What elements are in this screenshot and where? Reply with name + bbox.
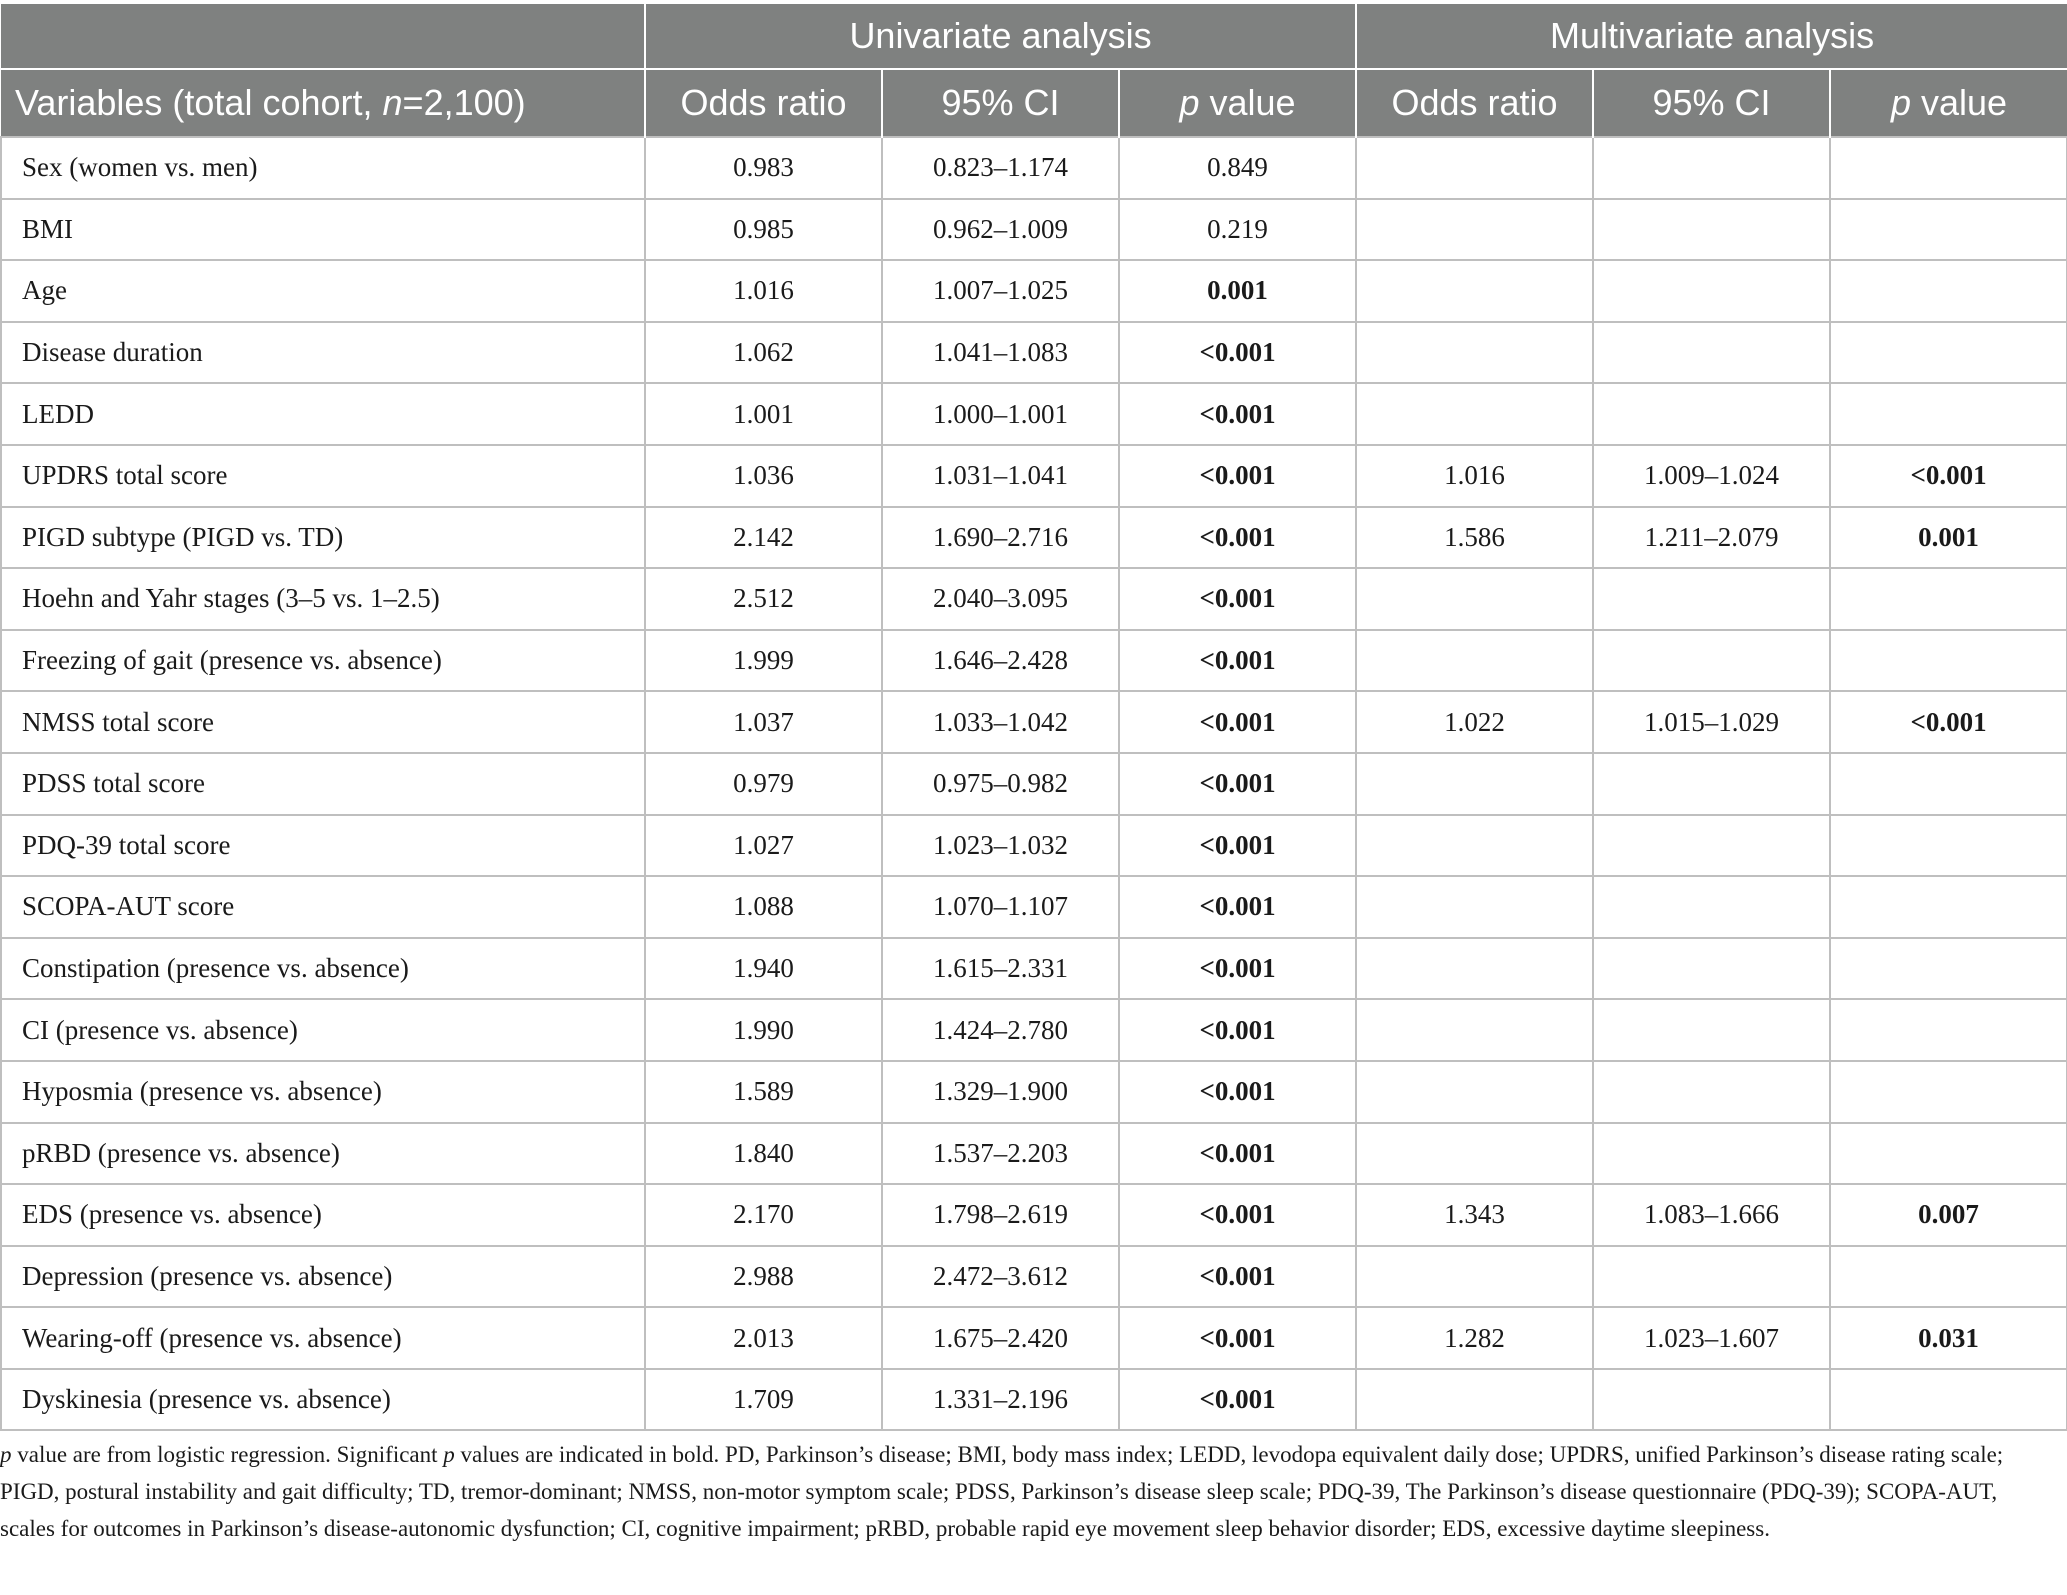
cell-univariate-p-value: <0.001 <box>1119 1246 1356 1308</box>
cell-multivariate-ci <box>1593 1369 1830 1431</box>
cell-multivariate-p-value: <0.001 <box>1830 691 2067 753</box>
cell-univariate-ci: 1.007–1.025 <box>882 260 1119 322</box>
cell-univariate-odds-ratio: 2.512 <box>645 568 882 630</box>
cell-multivariate-odds-ratio <box>1356 568 1593 630</box>
cell-multivariate-p-value <box>1830 1061 2067 1123</box>
column-header-row <box>1 69 2067 137</box>
col-header-variables <box>1 69 645 137</box>
cell-univariate-ci: 2.040–3.095 <box>882 568 1119 630</box>
cell-variable: PDQ-39 total score <box>1 815 645 877</box>
cell-variable: Dyskinesia (presence vs. absence) <box>1 1369 645 1431</box>
cell-multivariate-ci <box>1593 199 1830 261</box>
cell-univariate-p-value: <0.001 <box>1119 1184 1356 1246</box>
cell-multivariate-odds-ratio <box>1356 1246 1593 1308</box>
cell-variable: Age <box>1 260 645 322</box>
cell-multivariate-p-value <box>1830 568 2067 630</box>
variables-label-prefix: Variables (total cohort, <box>15 82 383 123</box>
cell-multivariate-p-value <box>1830 1123 2067 1185</box>
cell-univariate-ci: 0.975–0.982 <box>882 753 1119 815</box>
cell-multivariate-ci: 1.211–2.079 <box>1593 507 1830 569</box>
cell-variable: Hyposmia (presence vs. absence) <box>1 1061 645 1123</box>
cell-multivariate-p-value: 0.007 <box>1830 1184 2067 1246</box>
cell-multivariate-odds-ratio <box>1356 753 1593 815</box>
table-row <box>1 1123 2067 1185</box>
cell-multivariate-odds-ratio <box>1356 260 1593 322</box>
cell-univariate-odds-ratio: 1.999 <box>645 630 882 692</box>
cell-univariate-p-value: <0.001 <box>1119 1061 1356 1123</box>
cell-variable: PDSS total score <box>1 753 645 815</box>
col-header-multivariate-ci: 95% CI <box>1593 69 1830 137</box>
cell-univariate-p-value: <0.001 <box>1119 876 1356 938</box>
table-row <box>1 753 2067 815</box>
cell-univariate-odds-ratio: 1.840 <box>645 1123 882 1185</box>
cell-multivariate-odds-ratio <box>1356 999 1593 1061</box>
cell-univariate-odds-ratio: 1.037 <box>645 691 882 753</box>
col-header-univariate-ci: 95% CI <box>882 69 1119 137</box>
cell-univariate-odds-ratio: 0.983 <box>645 137 882 199</box>
cell-multivariate-ci <box>1593 1246 1830 1308</box>
cell-multivariate-p-value <box>1830 999 2067 1061</box>
cell-variable: Depression (presence vs. absence) <box>1 1246 645 1308</box>
cell-multivariate-ci: 1.015–1.029 <box>1593 691 1830 753</box>
table-row <box>1 1061 2067 1123</box>
cell-variable: Constipation (presence vs. absence) <box>1 938 645 1000</box>
cell-multivariate-ci <box>1593 753 1830 815</box>
cell-multivariate-ci <box>1593 1123 1830 1185</box>
cell-univariate-ci: 1.329–1.900 <box>882 1061 1119 1123</box>
cell-multivariate-ci: 1.023–1.607 <box>1593 1307 1830 1369</box>
cell-univariate-ci: 1.041–1.083 <box>882 322 1119 384</box>
cell-univariate-p-value: 0.001 <box>1119 260 1356 322</box>
cell-variable: NMSS total score <box>1 691 645 753</box>
cell-multivariate-odds-ratio <box>1356 199 1593 261</box>
cell-univariate-odds-ratio: 1.589 <box>645 1061 882 1123</box>
cell-multivariate-odds-ratio <box>1356 383 1593 445</box>
cell-multivariate-odds-ratio <box>1356 815 1593 877</box>
cell-variable: UPDRS total score <box>1 445 645 507</box>
cell-variable: CI (presence vs. absence) <box>1 999 645 1061</box>
cell-variable: pRBD (presence vs. absence) <box>1 1123 645 1185</box>
col-header-multivariate-odds-ratio: Odds ratio <box>1356 69 1593 137</box>
table-row <box>1 1307 2067 1369</box>
cell-multivariate-ci <box>1593 1061 1830 1123</box>
table-row <box>1 1184 2067 1246</box>
cell-multivariate-p-value <box>1830 1369 2067 1431</box>
cell-multivariate-p-value: 0.001 <box>1830 507 2067 569</box>
cell-multivariate-odds-ratio <box>1356 630 1593 692</box>
footnote-text: values are indicated in bold. PD, Parkinson’s disease; BMI, body mass index; LEDD, levodopa equivalent daily dose; UPDRS, unified Parkinson’s disease rating scale; PIGD, postural instability and gait difficulty; TD, tremor-dominant; NMSS, non-motor symptom scale; PDSS, Parkinson’s disease sleep scale; PDQ-39, The Parkinson’s disease questionnaire (PDQ-39); SCOPA-AUT, scales for outcomes in Parkinson’s disease-autonomic dysfunction; CI, cognitive impairment; pRBD, probable rapid eye movement sleep behavior disorder; EDS, excessive daytime sleepiness. <box>0 1442 2004 1541</box>
cell-multivariate-p-value <box>1830 383 2067 445</box>
cell-multivariate-ci: 1.083–1.666 <box>1593 1184 1830 1246</box>
cell-univariate-ci: 1.690–2.716 <box>882 507 1119 569</box>
table-row <box>1 260 2067 322</box>
table-row <box>1 507 2067 569</box>
cell-univariate-p-value: <0.001 <box>1119 938 1356 1000</box>
cell-multivariate-ci <box>1593 630 1830 692</box>
cell-univariate-ci: 1.646–2.428 <box>882 630 1119 692</box>
cell-univariate-odds-ratio: 1.088 <box>645 876 882 938</box>
table-row <box>1 568 2067 630</box>
cell-multivariate-p-value <box>1830 630 2067 692</box>
cell-univariate-odds-ratio: 2.170 <box>645 1184 882 1246</box>
cell-univariate-p-value: <0.001 <box>1119 691 1356 753</box>
cell-variable: Freezing of gait (presence vs. absence) <box>1 630 645 692</box>
table-row <box>1 999 2067 1061</box>
cell-multivariate-p-value <box>1830 1246 2067 1308</box>
cell-univariate-ci: 1.798–2.619 <box>882 1184 1119 1246</box>
cell-multivariate-odds-ratio: 1.586 <box>1356 507 1593 569</box>
cell-univariate-p-value: <0.001 <box>1119 568 1356 630</box>
table-row <box>1 630 2067 692</box>
cell-variable: Wearing-off (presence vs. absence) <box>1 1307 645 1369</box>
cell-univariate-p-value: <0.001 <box>1119 630 1356 692</box>
cell-multivariate-odds-ratio: 1.022 <box>1356 691 1593 753</box>
cell-univariate-p-value: <0.001 <box>1119 322 1356 384</box>
cell-univariate-p-value: <0.001 <box>1119 815 1356 877</box>
cell-univariate-odds-ratio: 2.013 <box>645 1307 882 1369</box>
cell-variable: LEDD <box>1 383 645 445</box>
cell-multivariate-odds-ratio <box>1356 876 1593 938</box>
cell-univariate-ci: 0.962–1.009 <box>882 199 1119 261</box>
table-row <box>1 322 2067 384</box>
cell-multivariate-ci <box>1593 999 1830 1061</box>
table-row <box>1 1369 2067 1431</box>
cell-multivariate-ci <box>1593 260 1830 322</box>
cell-univariate-p-value: <0.001 <box>1119 753 1356 815</box>
cell-univariate-ci: 1.424–2.780 <box>882 999 1119 1061</box>
cell-univariate-ci: 1.023–1.032 <box>882 815 1119 877</box>
cell-multivariate-odds-ratio: 1.282 <box>1356 1307 1593 1369</box>
cell-univariate-ci: 1.615–2.331 <box>882 938 1119 1000</box>
col-header-multivariate-p <box>1830 69 2067 137</box>
cell-univariate-p-value: <0.001 <box>1119 1123 1356 1185</box>
group-header-multivariate: Multivariate analysis <box>1356 4 2067 69</box>
cell-univariate-p-value: 0.849 <box>1119 137 1356 199</box>
cell-multivariate-odds-ratio <box>1356 1123 1593 1185</box>
cell-univariate-odds-ratio: 1.940 <box>645 938 882 1000</box>
cell-multivariate-p-value <box>1830 322 2067 384</box>
table-row <box>1 137 2067 199</box>
cell-multivariate-p-value <box>1830 753 2067 815</box>
cell-multivariate-p-value <box>1830 260 2067 322</box>
cell-univariate-p-value: 0.219 <box>1119 199 1356 261</box>
cell-multivariate-p-value: 0.031 <box>1830 1307 2067 1369</box>
cell-univariate-odds-ratio: 1.990 <box>645 999 882 1061</box>
cell-multivariate-p-value <box>1830 137 2067 199</box>
cell-multivariate-p-value <box>1830 876 2067 938</box>
cell-multivariate-p-value <box>1830 938 2067 1000</box>
variables-label-suffix: =2,100) <box>402 82 526 123</box>
cell-multivariate-ci <box>1593 938 1830 1000</box>
cell-univariate-ci: 1.675–2.420 <box>882 1307 1119 1369</box>
p-value-label: value <box>1199 82 1296 123</box>
cell-univariate-odds-ratio: 2.988 <box>645 1246 882 1308</box>
p-italic: p <box>1179 82 1200 123</box>
col-header-univariate-p <box>1119 69 1356 137</box>
regression-table <box>0 4 2067 1431</box>
cell-univariate-odds-ratio: 2.142 <box>645 507 882 569</box>
cell-multivariate-ci <box>1593 137 1830 199</box>
cell-multivariate-ci <box>1593 568 1830 630</box>
cell-multivariate-odds-ratio <box>1356 1061 1593 1123</box>
cell-multivariate-ci <box>1593 876 1830 938</box>
cell-univariate-odds-ratio: 1.027 <box>645 815 882 877</box>
cell-univariate-p-value: <0.001 <box>1119 1307 1356 1369</box>
group-header-blank <box>1 4 645 69</box>
cell-univariate-p-value: <0.001 <box>1119 383 1356 445</box>
footnote-p-italic: p <box>0 1442 12 1467</box>
cell-univariate-odds-ratio: 1.062 <box>645 322 882 384</box>
cell-univariate-ci: 1.000–1.001 <box>882 383 1119 445</box>
cell-variable: Sex (women vs. men) <box>1 137 645 199</box>
p-italic: p <box>1890 82 1911 123</box>
cell-univariate-odds-ratio: 1.001 <box>645 383 882 445</box>
cell-univariate-ci: 1.537–2.203 <box>882 1123 1119 1185</box>
cell-multivariate-ci <box>1593 815 1830 877</box>
group-header-row <box>1 4 2067 69</box>
cell-multivariate-odds-ratio <box>1356 137 1593 199</box>
cell-univariate-ci: 1.031–1.041 <box>882 445 1119 507</box>
cell-multivariate-odds-ratio <box>1356 1369 1593 1431</box>
cell-univariate-p-value: <0.001 <box>1119 999 1356 1061</box>
cell-univariate-ci: 2.472–3.612 <box>882 1246 1119 1308</box>
table-row <box>1 445 2067 507</box>
cell-variable: EDS (presence vs. absence) <box>1 1184 645 1246</box>
footnote-p-italic: p <box>443 1442 455 1467</box>
cell-univariate-p-value: <0.001 <box>1119 507 1356 569</box>
cell-multivariate-odds-ratio <box>1356 322 1593 384</box>
cell-univariate-ci: 1.070–1.107 <box>882 876 1119 938</box>
cell-univariate-odds-ratio: 1.709 <box>645 1369 882 1431</box>
table-header <box>1 4 2067 137</box>
cell-variable: Hoehn and Yahr stages (3–5 vs. 1–2.5) <box>1 568 645 630</box>
table-row <box>1 691 2067 753</box>
cell-univariate-p-value: <0.001 <box>1119 1369 1356 1431</box>
cell-multivariate-ci <box>1593 383 1830 445</box>
cell-variable: BMI <box>1 199 645 261</box>
table-row <box>1 938 2067 1000</box>
cell-univariate-ci: 0.823–1.174 <box>882 137 1119 199</box>
cell-univariate-odds-ratio: 0.979 <box>645 753 882 815</box>
cell-multivariate-p-value <box>1830 199 2067 261</box>
regression-table-container <box>0 4 2067 1431</box>
cell-variable: SCOPA-AUT score <box>1 876 645 938</box>
cell-multivariate-odds-ratio <box>1356 938 1593 1000</box>
table-row <box>1 199 2067 261</box>
col-header-univariate-odds-ratio: Odds ratio <box>645 69 882 137</box>
table-row <box>1 876 2067 938</box>
cell-multivariate-ci <box>1593 322 1830 384</box>
cell-multivariate-p-value: <0.001 <box>1830 445 2067 507</box>
cell-variable: PIGD subtype (PIGD vs. TD) <box>1 507 645 569</box>
cell-univariate-ci: 1.033–1.042 <box>882 691 1119 753</box>
cell-univariate-odds-ratio: 1.016 <box>645 260 882 322</box>
cell-variable: Disease duration <box>1 322 645 384</box>
cell-multivariate-p-value <box>1830 815 2067 877</box>
cell-multivariate-ci: 1.009–1.024 <box>1593 445 1830 507</box>
cell-univariate-ci: 1.331–2.196 <box>882 1369 1119 1431</box>
cell-univariate-p-value: <0.001 <box>1119 445 1356 507</box>
variables-label-n: n <box>382 82 403 123</box>
table-row <box>1 1246 2067 1308</box>
cell-univariate-odds-ratio: 1.036 <box>645 445 882 507</box>
p-value-label: value <box>1910 82 2008 123</box>
footnote-text: value are from logistic regression. Significant <box>11 1442 444 1467</box>
cell-multivariate-odds-ratio: 1.016 <box>1356 445 1593 507</box>
cell-multivariate-odds-ratio: 1.343 <box>1356 1184 1593 1246</box>
table-body <box>1 137 2067 1430</box>
table-footnote <box>0 1436 2040 1547</box>
group-header-univariate: Univariate analysis <box>645 4 1356 69</box>
table-row <box>1 383 2067 445</box>
cell-univariate-odds-ratio: 0.985 <box>645 199 882 261</box>
table-row <box>1 815 2067 877</box>
